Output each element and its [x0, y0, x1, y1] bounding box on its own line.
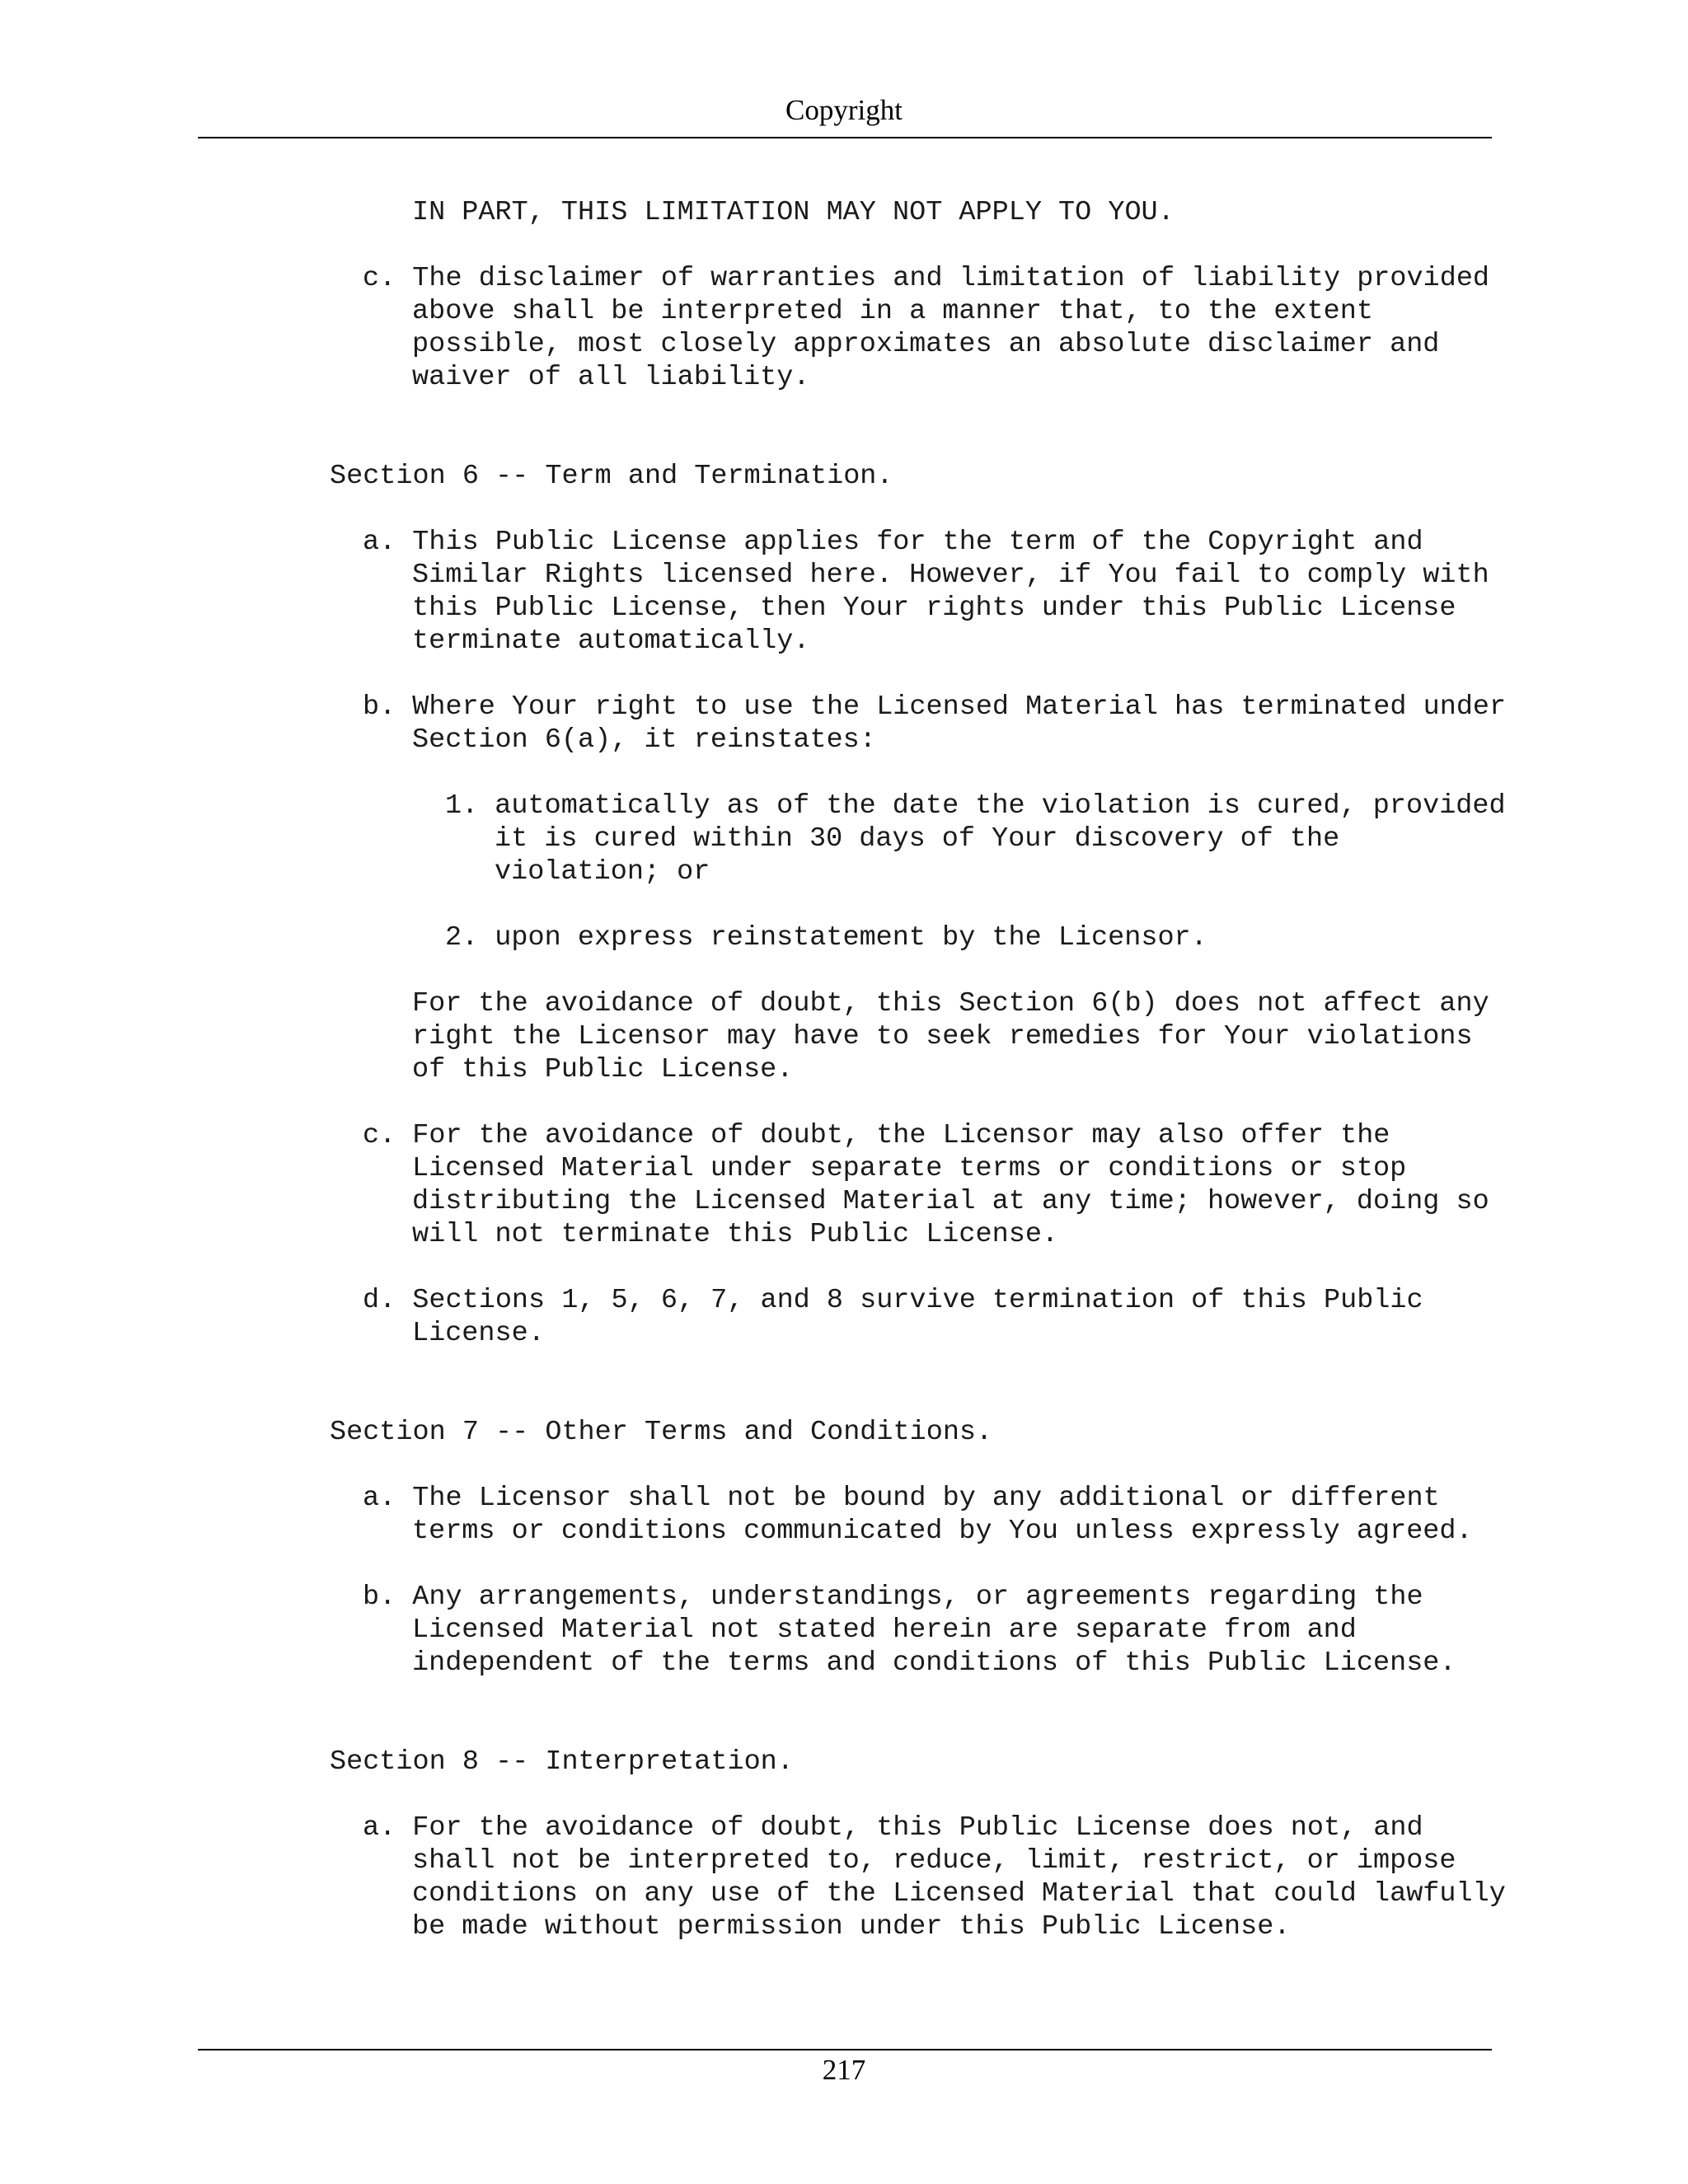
text-line: of this Public License.: [412, 1054, 794, 1085]
text-line: terms or conditions communicated by You unless expressly agreed.: [412, 1516, 1473, 1547]
text-line: d. Sections 1, 5, 6, 7, and 8 survive termination of this Public: [363, 1285, 1423, 1316]
footer-divider: [198, 2049, 1492, 2050]
text-line: Licensed Material not stated herein are separate from and: [412, 1615, 1357, 1646]
text-line: this Public License, then Your rights under this Public License: [412, 593, 1456, 624]
text-line: c. For the avoidance of doubt, the Licensor may also offer the: [363, 1120, 1390, 1151]
text-line: 2. upon express reinstatement by the Licensor.: [445, 922, 1207, 954]
text-line: terminate automatically.: [412, 626, 810, 657]
text-line: a. For the avoidance of doubt, this Public License does not, and: [363, 1812, 1423, 1844]
text-line: above shall be interpreted in a manner that, to the extent: [412, 296, 1373, 327]
text-line: it is cured within 30 days of Your discovery of the: [495, 823, 1340, 855]
section-heading: Section 6 -- Term and Termination.: [330, 461, 893, 492]
text-line: possible, most closely approximates an absolute disclaimer and: [412, 329, 1440, 360]
text-line: independent of the terms and conditions of this Public License.: [412, 1647, 1456, 1679]
text-line: Similar Rights licensed here. However, if You fail to comply with: [412, 560, 1489, 591]
section-heading: Section 7 -- Other Terms and Conditions.: [330, 1417, 993, 1448]
page-number: 217: [822, 2054, 866, 2086]
text-line: License.: [412, 1318, 545, 1349]
text-line: distributing the Licensed Material at any time; however, doing so: [412, 1186, 1489, 1217]
text-line: right the Licensor may have to seek remedies for Your violations: [412, 1021, 1473, 1052]
text-line: conditions on any use of the Licensed Material that could lawfully: [412, 1878, 1506, 1910]
text-line: b. Where Your right to use the Licensed Material has terminated under: [363, 691, 1507, 723]
text-line: 1. automatically as of the date the violation is cured, provided: [445, 790, 1506, 822]
text-line: waiver of all liability.: [412, 362, 810, 393]
text-line: c. The disclaimer of warranties and limitation of liability provided: [363, 263, 1490, 294]
text-line: violation; or: [495, 856, 710, 888]
text-line: b. Any arrangements, understandings, or agreements regarding the: [363, 1582, 1423, 1613]
text-line: a. The Licensor shall not be bound by any additional or different: [363, 1483, 1440, 1514]
running-header-title: Copyright: [785, 94, 903, 126]
section-heading: Section 8 -- Interpretation.: [330, 1746, 794, 1778]
text-line: shall not be interpreted to, reduce, limit, restrict, or impose: [412, 1845, 1456, 1877]
text-line: Licensed Material under separate terms or conditions or stop: [412, 1153, 1407, 1184]
text-line: be made without permission under this Public License.: [412, 1911, 1291, 1943]
text-line: For the avoidance of doubt, this Section 6(b) does not affect any: [412, 988, 1489, 1019]
text-line: IN PART, THIS LIMITATION MAY NOT APPLY TO YOU.: [412, 197, 1175, 228]
text-line: a. This Public License applies for the term of the Copyright and: [363, 527, 1423, 558]
text-line: will not terminate this Public License.: [412, 1219, 1059, 1250]
text-line: Section 6(a), it reinstates:: [412, 724, 876, 756]
